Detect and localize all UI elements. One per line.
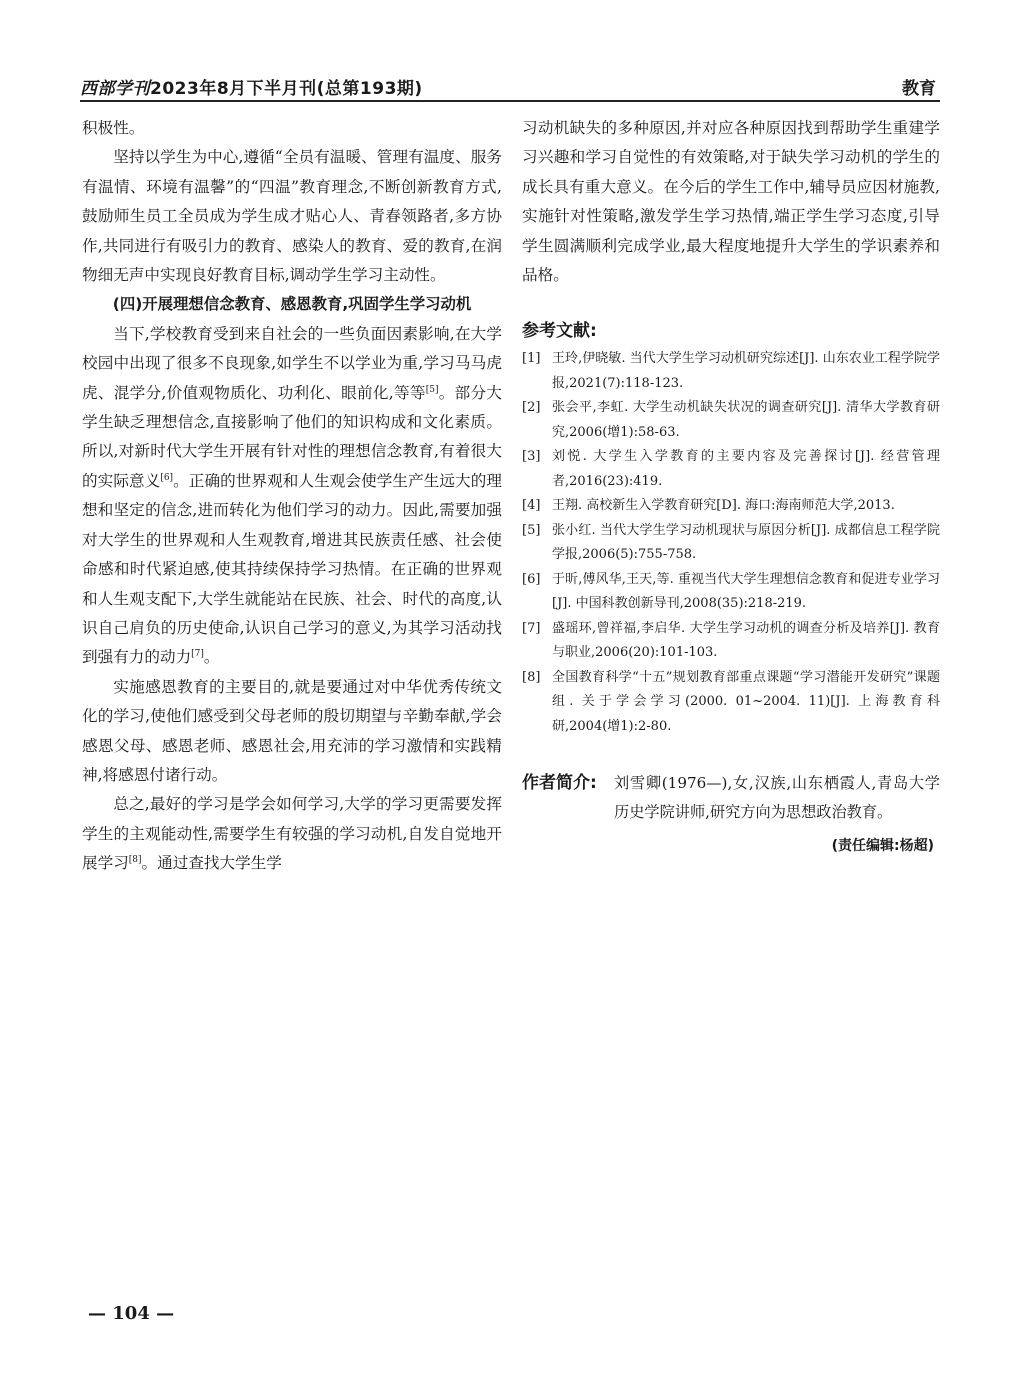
citation: [5] <box>425 384 439 395</box>
reference-item <box>522 347 940 396</box>
reference-number: [2] <box>522 400 541 416</box>
text-run: 。 <box>203 648 220 667</box>
header-rule <box>80 100 940 102</box>
paragraph <box>82 320 502 673</box>
issue-info: 2023年8月下半月刊(总第193期) <box>150 79 423 99</box>
text-run: 。正确的世界观和人生观会使学生产生远大的理想和坚定的信念,进而转化为他们学习的动力。因此,需要加强对大学生的世界观和人生观教育,增进其民族责任感、社会使命感和时代紧迫感,使其持续保持学习热情。在正确的世界观和人生观支配下,大学生就能站在民族、社会、时代的高度,认识自己肩负的历史使命,认识自己学习的意义,为其学习活动找到强有力的动力 <box>82 471 502 667</box>
section-subheading: (四)开展理想信念教育、感恩教育,巩固学生学习动机 <box>112 295 472 314</box>
text-run: 当下,学校教育受到来自社会的一些负面因素影响,在大学校园中出现了很多不良现象,如学生不以学业为重,学习马马虎虎、混学分,价值观物质化、功利化、眼前化,等等 <box>82 324 502 402</box>
text-run: 。通过查找大学生学 <box>141 854 282 873</box>
reference-text: 张小红. 当代大学生学习动机现状与原因分析[J]. 成都信息工程学院学报,2006(5):755-758. <box>552 522 940 563</box>
reference-number: [7] <box>522 620 541 636</box>
references-title: 参考文献: <box>522 321 597 342</box>
reference-item <box>522 617 940 666</box>
reference-item <box>522 519 940 568</box>
author-bio-label: 作者简介: <box>522 773 597 794</box>
paragraph: 实施感恩教育的主要目的,就是要通过对中华优秀传统文化的学习,使他们感受到父母老师的殷切期望与辛勤奉献,学会感恩父母、感恩老师、感恩社会,用充沛的学习激情和实践精神,将感恩付诸行动。 <box>82 677 502 784</box>
reference-item <box>522 666 940 740</box>
paragraph: 坚持以学生为中心,遵循“全员有温暖、管理有温度、服务有温情、环境有温馨”的“四温”教育理念,不断创新教育方式,鼓励师生员工全员成为学生成才贴心人、青春领路者,多方协作,共同进行有吸引力的教育、感染人的教育、爱的教育,在润物细无声中实现良好教育目标,调动学生学习主动性。 <box>82 148 502 285</box>
text-run: 总之,最好的学习是学会如何学习,大学的学习更需要发挥学生的主观能动性,需要学生有较强的学习动机,自发自觉地开展学习 <box>82 795 502 873</box>
citation: [8] <box>128 854 142 865</box>
reference-number: [5] <box>522 522 541 538</box>
page-number: — 104 — <box>88 1303 175 1324</box>
paragraph <box>82 790 502 878</box>
reference-list <box>522 347 940 739</box>
reference-item <box>522 568 940 617</box>
left-column <box>82 114 502 879</box>
reference-number: [3] <box>522 449 541 465</box>
reference-item <box>522 494 940 519</box>
reference-number: [6] <box>522 571 541 587</box>
reference-text: 于昕,傅风华,王天,等. 重视当代大学生理想信念教育和促进专业学习[J]. 中国科教创新导刊,2008(35):218-219. <box>552 571 940 612</box>
reference-text: 刘悦. 大学生入学教育的主要内容及完善探讨[J]. 经营管理者,2016(23):419. <box>552 449 940 489</box>
reference-number: [8] <box>522 669 541 685</box>
reference-text: 张会平,李虹. 大学生动机缺失状况的调查研究[J]. 清华大学教育研究,2006(增1):58-63. <box>552 400 940 440</box>
journal-issue-line <box>80 74 423 99</box>
reference-text: 盛瑶环,曾祥福,李启华. 大学生学习动机的调查分析及培养[J]. 教育与职业,2006(20):101-103. <box>552 620 940 661</box>
reference-text: 王翔. 高校新生入学教育研究[D]. 海口:海南师范大学,2013. <box>552 498 895 514</box>
citation: [7] <box>191 649 204 660</box>
citation: [6] <box>160 472 174 483</box>
reference-number: [4] <box>522 498 541 514</box>
author-bio <box>522 769 940 827</box>
reference-number: [1] <box>522 351 541 367</box>
running-header <box>80 74 940 98</box>
text-run: 。部分大学生缺乏理想信念,直接影响了他们的知识构成和文化素质。所以,对新时代大学生开展有针对性的理想信念教育,有着很大的实际意义 <box>82 383 502 490</box>
reference-item <box>522 445 940 494</box>
section-name: 教育 <box>902 79 936 99</box>
paragraph: 积极性。 <box>82 119 145 137</box>
responsible-editor: (责任编辑:杨超) <box>831 838 934 855</box>
author-bio-text: 刘雪卿(1976—),女,汉族,山东栖霞人,青岛大学历史学院讲师,研究方向为思想政治教育。 <box>614 774 940 822</box>
paragraph: 习动机缺失的多种原因,并对应各种原因找到帮助学生重建学习兴趣和学习自觉性的有效策略,对于缺失学习动机的学生的成长具有重大意义。在今后的学生工作中,辅导员应因材施教,实施针对性策略,激发学生学习热情,端正学生学习态度,引导学生圆满顺利完成学业,最大程度地提升大学生的学识素养和品格。 <box>522 119 940 285</box>
reference-text: 全国教育科学“十五”规划教育部重点课题“学习潜能开发研究”课题组. 关于学会学习(2000. 01~2004. 11)[J]. 上海教育科研,2004(增1):2-80. <box>552 669 940 734</box>
reference-item <box>522 396 940 445</box>
reference-text: 王玲,伊晓敏. 当代大学生学习动机研究综述[J]. 山东农业工程学院学报,2021(7):118-123. <box>552 351 940 391</box>
right-column <box>522 114 940 855</box>
journal-name: 西部学刊 <box>80 79 150 99</box>
